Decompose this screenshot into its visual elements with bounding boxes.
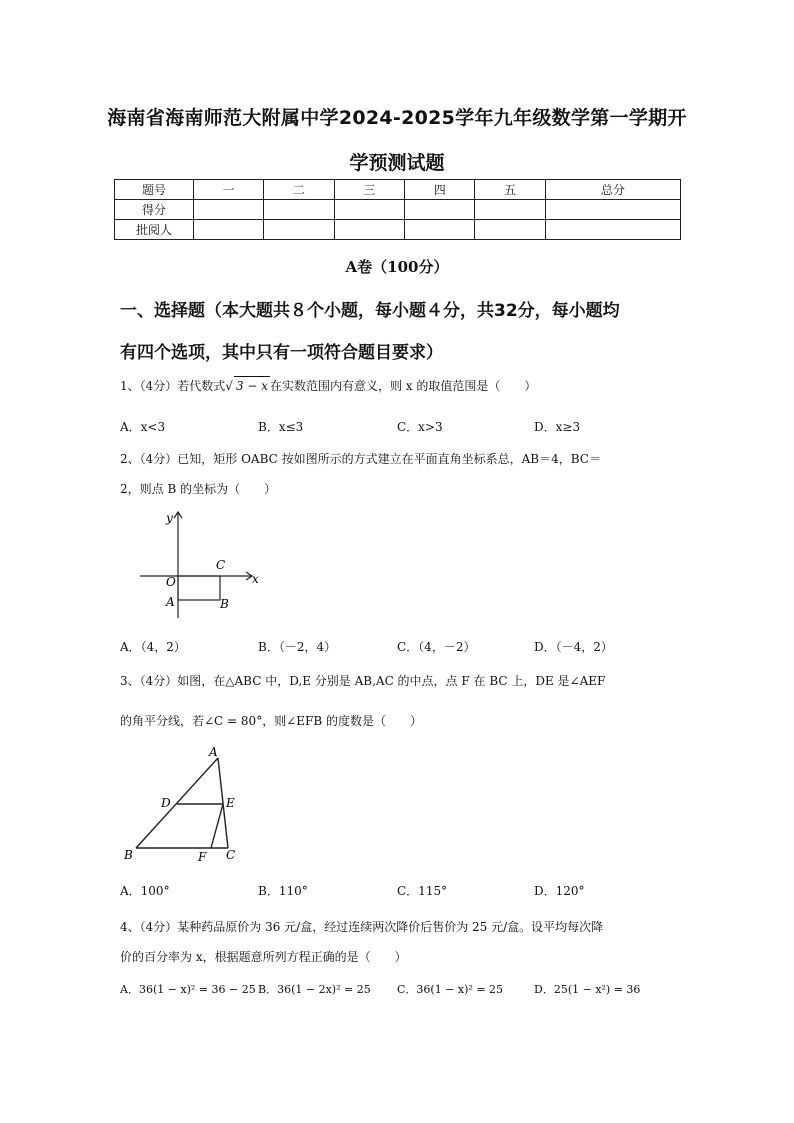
score-cell	[264, 200, 334, 220]
score-table-header-row	[115, 180, 681, 200]
rectangle-oabc	[178, 576, 220, 600]
sqrt-sign: √	[225, 379, 233, 393]
question-4-line2: 价的百分率为 x，根据题意所列方程正确的是（ ）	[120, 950, 407, 964]
score-header-cell: 总分	[545, 180, 680, 200]
score-header-cell: 四	[405, 180, 475, 200]
option-b[interactable]: B．36(1 − 2x)² = 25	[258, 983, 371, 996]
question-1-radicand: 3 − x	[234, 376, 270, 395]
score-cell	[264, 220, 334, 240]
option-a[interactable]: A．x<3	[120, 420, 166, 434]
score-cell	[475, 220, 545, 240]
coordinate-figure	[132, 506, 272, 622]
score-header-cell: 三	[334, 180, 404, 200]
score-header-cell: 二	[264, 180, 334, 200]
option-b[interactable]: B．（－2，4）	[258, 640, 337, 654]
question-3-line1: 3、（4分）如图，在△ABC 中，D,E 分别是 AB,AC 的中点，点 F 在 BC 上，DE 是∠AEF	[120, 674, 606, 688]
option-a[interactable]: A．100°	[120, 884, 170, 898]
option-a[interactable]: A．36(1 − x)² = 36 − 25	[120, 983, 256, 996]
score-table-row	[115, 200, 681, 220]
score-cell	[545, 220, 680, 240]
option-d[interactable]: D．25(1 − x²) = 36	[534, 983, 641, 996]
question-1-prefix: 1、（4分）若代数式	[120, 379, 226, 393]
label-d: D	[161, 796, 171, 810]
score-cell	[545, 200, 680, 220]
question-1-suffix: 在实数范围内有意义，则 x 的取值范围是（ ）	[270, 379, 537, 393]
score-cell	[334, 200, 404, 220]
score-table	[114, 179, 681, 240]
segment-ef	[211, 804, 223, 848]
volume-heading: A卷（100分）	[345, 258, 449, 276]
question-2-line1: 2、（4分）已知，矩形 OABC 按如图所示的方式建立在平面直角坐标系总，AB＝4，BC＝	[120, 452, 601, 466]
score-cell	[194, 200, 264, 220]
label-x: x	[252, 572, 259, 586]
label-c: C	[226, 848, 236, 862]
score-header-cell: 五	[475, 180, 545, 200]
option-d[interactable]: D．120°	[534, 884, 585, 898]
score-row-label: 得分	[115, 200, 194, 220]
section-heading-line2: 有四个选项，其中只有一项符合题目要求）	[120, 343, 443, 363]
label-b: B	[220, 597, 229, 611]
score-cell	[475, 200, 545, 220]
label-a: A	[166, 595, 175, 609]
score-header-cell: 一	[194, 180, 264, 200]
triangle-figure	[120, 744, 250, 868]
score-cell	[405, 200, 475, 220]
section-heading-line1: 一、选择题（本大题共８个小题，每小题４分，共32分，每小题均	[120, 301, 620, 321]
score-cell	[405, 220, 475, 240]
question-2-line2: 2，则点 B 的坐标为（ ）	[120, 482, 277, 496]
label-b: B	[124, 848, 133, 862]
exam-title-line1: 海南省海南师范大附属中学2024-2025学年九年级数学第一学期开	[107, 107, 687, 129]
question-3-line2: 的角平分线，若∠C = 80°，则∠EFB 的度数是（ ）	[120, 714, 422, 728]
exam-title-line2: 学预测试题	[349, 152, 445, 174]
side-ab	[136, 758, 218, 848]
option-c[interactable]: C．x>3	[397, 420, 443, 434]
score-cell	[194, 220, 264, 240]
label-a: A	[209, 745, 218, 759]
label-e: E	[226, 796, 235, 810]
label-y: y	[166, 511, 173, 525]
question-4-line1: 4、（4分）某种药品原价为 36 元/盒，经过连续两次降价后售价为 25 元/盒。设平均每次降	[120, 920, 604, 934]
option-c[interactable]: C．（4，－2）	[397, 640, 476, 654]
label-c: C	[216, 558, 226, 572]
score-table-row	[115, 220, 681, 240]
option-c[interactable]: C．115°	[397, 884, 448, 898]
score-cell	[334, 220, 404, 240]
option-c[interactable]: C．36(1 − x)² = 25	[397, 983, 504, 996]
option-a[interactable]: A．（4，2）	[120, 640, 186, 654]
option-d[interactable]: D．x≥3	[534, 420, 581, 434]
option-b[interactable]: B．x≤3	[258, 420, 304, 434]
option-b[interactable]: B．110°	[258, 884, 308, 898]
score-row-label: 批阅人	[115, 220, 194, 240]
label-o: O	[166, 575, 176, 589]
option-d[interactable]: D．（－4，2）	[534, 640, 613, 654]
question-1	[120, 376, 680, 395]
score-header-cell: 题号	[115, 180, 194, 200]
label-f: F	[198, 850, 207, 864]
